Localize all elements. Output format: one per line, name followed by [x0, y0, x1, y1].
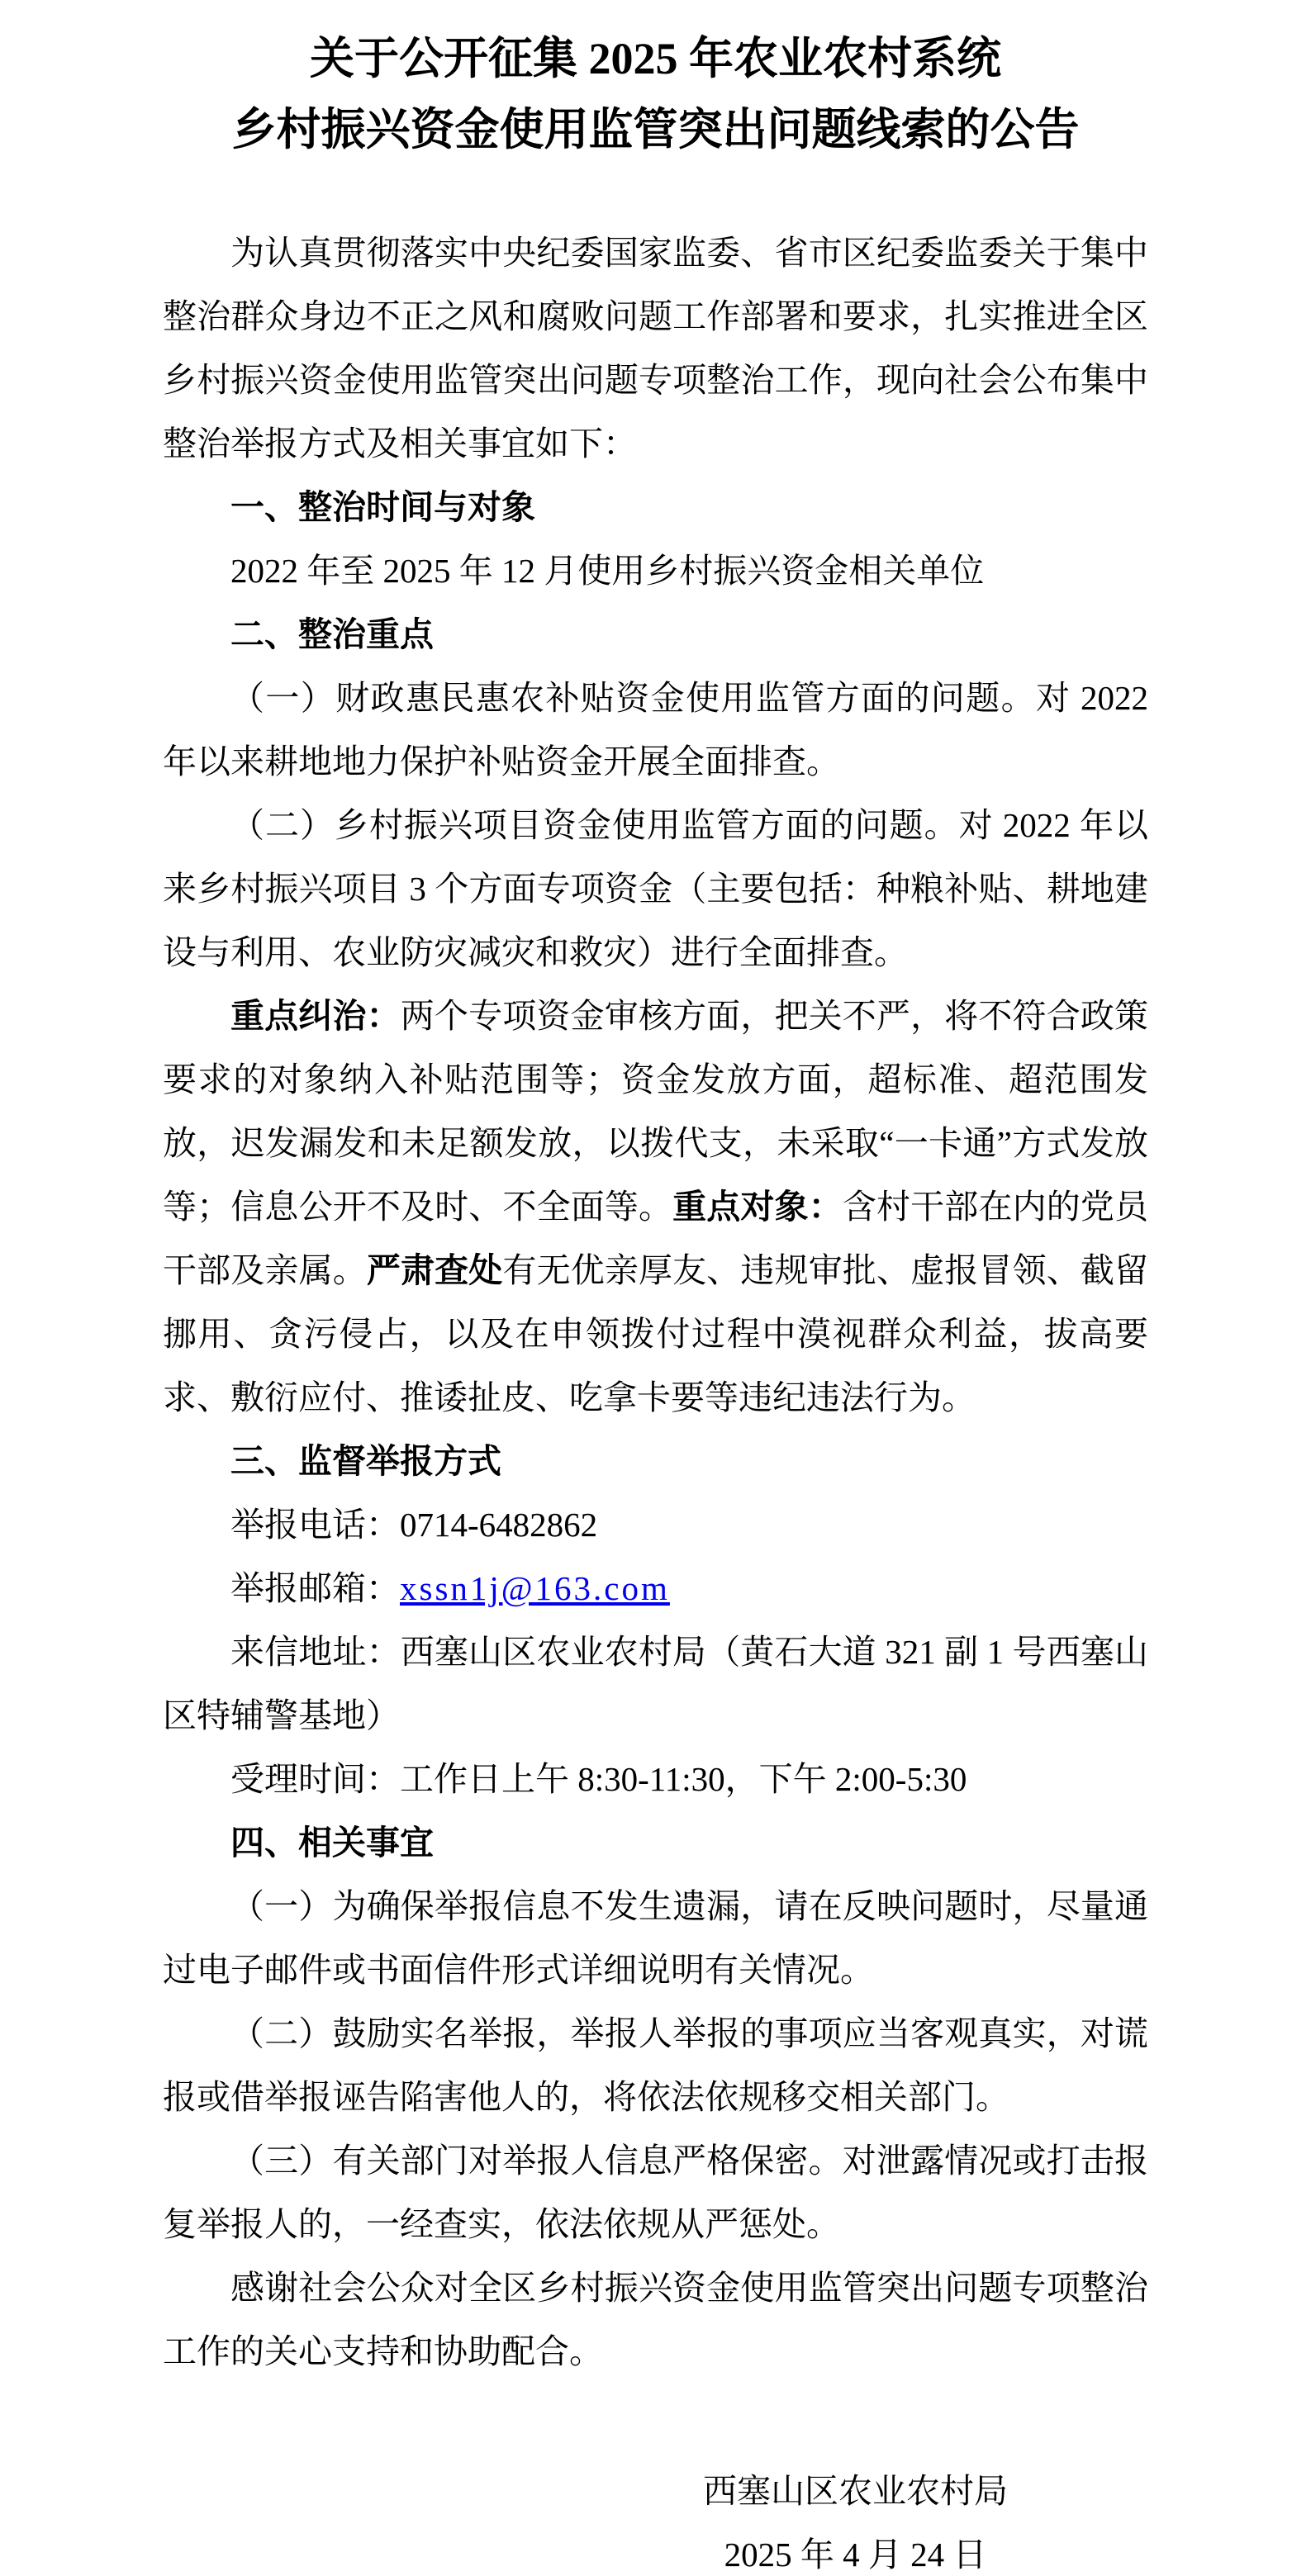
paragraph: [163, 667, 1148, 794]
bold-text-run: 严肃查处: [366, 1251, 503, 1289]
bold-text-run: 重点对象：: [672, 1188, 843, 1226]
paragraph: [163, 1557, 1148, 1620]
document-title: [163, 23, 1148, 165]
signature-org: 西塞山区农业农村局: [703, 2472, 1008, 2510]
title-line-2: 乡村振兴资金使用监管突出问题线索的公告: [231, 105, 1080, 154]
section-heading: [163, 1811, 1148, 1875]
paragraph: [163, 1875, 1148, 2002]
section-heading: [163, 1430, 1148, 1493]
text-run: （二）鼓励实名举报，举报人举报的事项应当客观真实，对谎报或借举报诬告陷害他人的，将依法依规移交相关部门。: [163, 2014, 1148, 2116]
text-run: 来信地址：西塞山区农业农村局（黄石大道 321 副 1 号西塞山区特辅警基地）: [163, 1633, 1148, 1734]
paragraph: [163, 1748, 1148, 1811]
paragraph: [163, 794, 1148, 984]
signature-inner: [703, 2460, 1008, 2576]
text-run: 两个专项资金审核方面，把关不严，将不符合政策要求的对象纳入补贴范围等；资金发放方面，超标准、超范围发放，迟发漏发和未足额发放，以拨代支，未采取“一卡通”方式发放等；信息公开不及时、不全面等。: [163, 997, 1149, 1226]
bold-text-run: 重点纠治：: [230, 997, 401, 1035]
text-run: 含村干部在内的党员干部及亲属。: [163, 1188, 1149, 1289]
paragraph: [163, 984, 1148, 1430]
paragraph: [163, 1493, 1148, 1557]
bold-text-run: 一、整治时间与对象: [230, 488, 535, 526]
bold-text-run: 二、整治重点: [230, 615, 434, 653]
text-run: 举报邮箱：: [230, 1569, 400, 1607]
paragraph: [163, 1620, 1148, 1748]
text-run: （三）有关部门对举报人信息严格保密。对泄露情况或打击报复举报人的，一经查实，依法依规从严惩处。: [163, 2142, 1148, 2243]
text-run: （一）为确保举报信息不发生遗漏，请在反映问题时，尽量通过电子邮件或书面信件形式详细说明有关情况。: [163, 1887, 1148, 1989]
paragraph: [163, 2256, 1148, 2384]
bold-text-run: 四、相关事宜: [230, 1824, 434, 1862]
paragraph: [163, 2002, 1148, 2129]
signature-date: 2025 年 4 月 24 日: [724, 2536, 987, 2574]
title-line-1: 关于公开征集 2025 年农业农村系统: [310, 34, 1001, 83]
paragraph: [163, 539, 1148, 603]
text-run: 2022 年至 2025 年 12 月使用乡村振兴资金相关单位: [230, 552, 985, 590]
signature-block: [163, 2460, 1148, 2576]
document-body: [163, 221, 1148, 2384]
text-run: 感谢社会公众对全区乡村振兴资金使用监管突出问题专项整治工作的关心支持和协助配合。: [163, 2269, 1148, 2370]
text-run: 有无优亲厚友、违规审批、虚报冒领、截留挪用、贪污侵占，以及在申领拨付过程中漠视群众利益，拔高要求、敷衍应付、推诿扯皮、吃拿卡要等违纪违法行为。: [163, 1251, 1149, 1416]
paragraph: [163, 2129, 1148, 2256]
text-run: （一）财政惠民惠农补贴资金使用监管方面的问题。对 2022 年以来耕地地力保护补贴资金开展全面排查。: [163, 679, 1148, 780]
text-run: 受理时间：工作日上午 8:30-11:30，下午 2:00-5:30: [230, 1760, 967, 1798]
section-heading: [163, 603, 1148, 667]
report-email-link[interactable]: xssn1j@163.com: [400, 1569, 670, 1607]
bold-text-run: 三、监督举报方式: [230, 1442, 501, 1480]
section-heading: [163, 476, 1148, 539]
paragraph: [163, 221, 1148, 476]
text-run: 为认真贯彻落实中央纪委国家监委、省市区纪委监委关于集中整治群众身边不正之风和腐败问题工作部署和要求，扎实推进全区乡村振兴资金使用监管突出问题专项整治工作，现向社会公布集中整治举报方式及相关事宜如下：: [163, 234, 1148, 463]
text-run: （二）乡村振兴项目资金使用监管方面的问题。对 2022 年以来乡村振兴项目 3 个方面专项资金（主要包括：种粮补贴、耕地建设与利用、农业防灾减灾和救灾）进行全面排查。: [163, 806, 1148, 971]
text-run: 举报电话：0714-6482862: [230, 1506, 598, 1544]
